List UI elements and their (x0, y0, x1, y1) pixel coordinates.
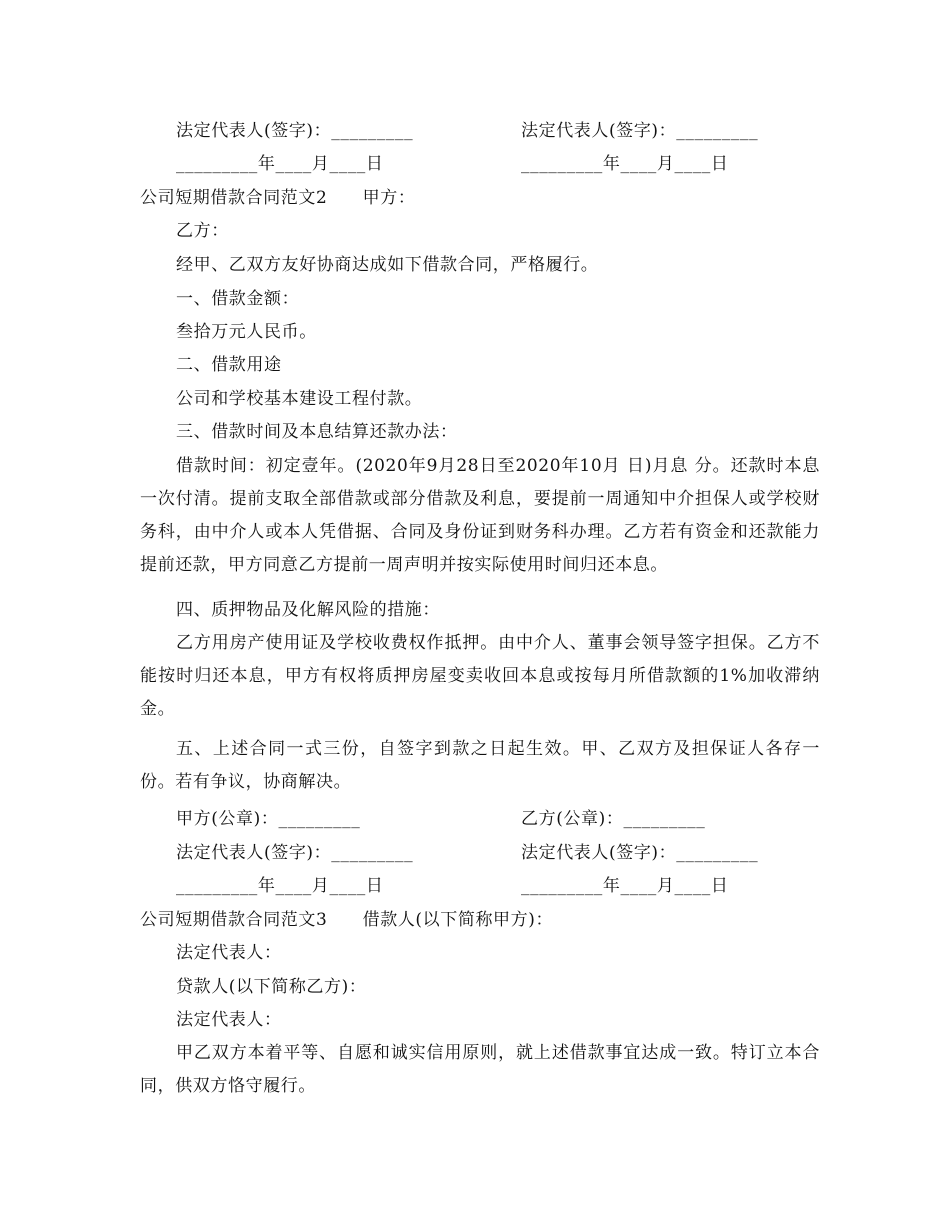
section4-title: 四、质押物品及化解风险的措施： (176, 600, 440, 620)
section3-body: 借款时间：初定壹年。(2020年9月28日至2020年10月 日)月息 分。还款时本息一次付清。提前支取全部借款或部分借款及利息，要提前一周通知中介担保人或学校财务科，由中介人或本人凭借据、合同及身份证到财务科办理。乙方若有资金和还款能力提前还款，甲方同意乙方提前一周声明并按实际使用时间归还本息。 (140, 456, 820, 575)
section4-body: 乙方用房产使用证及学校收费权作抵押。由中介人、董事会领导签字担保。乙方不能按时归还本息，甲方有权将质押房屋变卖收回本息或按每月所借款额的1%加收滞纳金。 (140, 633, 820, 719)
date-line-right: _________年____月____日 (521, 876, 729, 896)
date-line-left: _________年____月____日 (176, 876, 384, 896)
contract3-heading: 公司短期借款合同范文3 借款人(以下简称甲方)： (140, 910, 554, 930)
legal-rep-signature-right: 法定代表人(签字)：_________ (521, 843, 759, 863)
contract3-intro: 甲乙双方本着平等、自愿和诚实信用原则，就上述借款事宜达成一致。特订立本合同，供双方恪守履行。 (140, 1043, 820, 1096)
legal-rep-signature-right: 法定代表人(签字)：_________ (521, 121, 759, 141)
section5-body: 五、上述合同一式三份，自签字到款之日起生效。甲、乙双方及担保证人各存一份。若有争议，协商解决。 (140, 739, 820, 792)
date-line-left: _________年____月____日 (176, 154, 384, 174)
legal-rep-signature-left: 法定代表人(签字)：_________ (176, 843, 414, 863)
legal-rep-label: 法定代表人： (176, 1010, 282, 1030)
date-line-right: _________年____月____日 (521, 154, 729, 174)
party-b-seal-line: 乙方(公章)：_________ (521, 809, 706, 829)
party-a-seal-line: 甲方(公章)：_________ (176, 809, 361, 829)
legal-rep-label: 法定代表人： (176, 943, 282, 963)
lender-label: 贷款人(以下简称乙方)： (176, 977, 367, 997)
legal-rep-signature-left: 法定代表人(签字)：_________ (176, 121, 414, 141)
contract2-heading: 公司短期借款合同范文2 甲方： (140, 188, 416, 208)
contract2-intro: 经甲、乙双方友好协商达成如下借款合同，严格履行。 (176, 255, 599, 275)
party-b-label: 乙方： (176, 221, 229, 241)
section1-body: 叁拾万元人民币。 (176, 322, 317, 342)
section1-title: 一、借款金额： (176, 289, 300, 309)
section2-title: 二、借款用途 (176, 355, 282, 375)
section2-body: 公司和学校基本建设工程付款。 (176, 389, 423, 409)
section3-title: 三、借款时间及本息结算还款办法： (176, 422, 458, 442)
